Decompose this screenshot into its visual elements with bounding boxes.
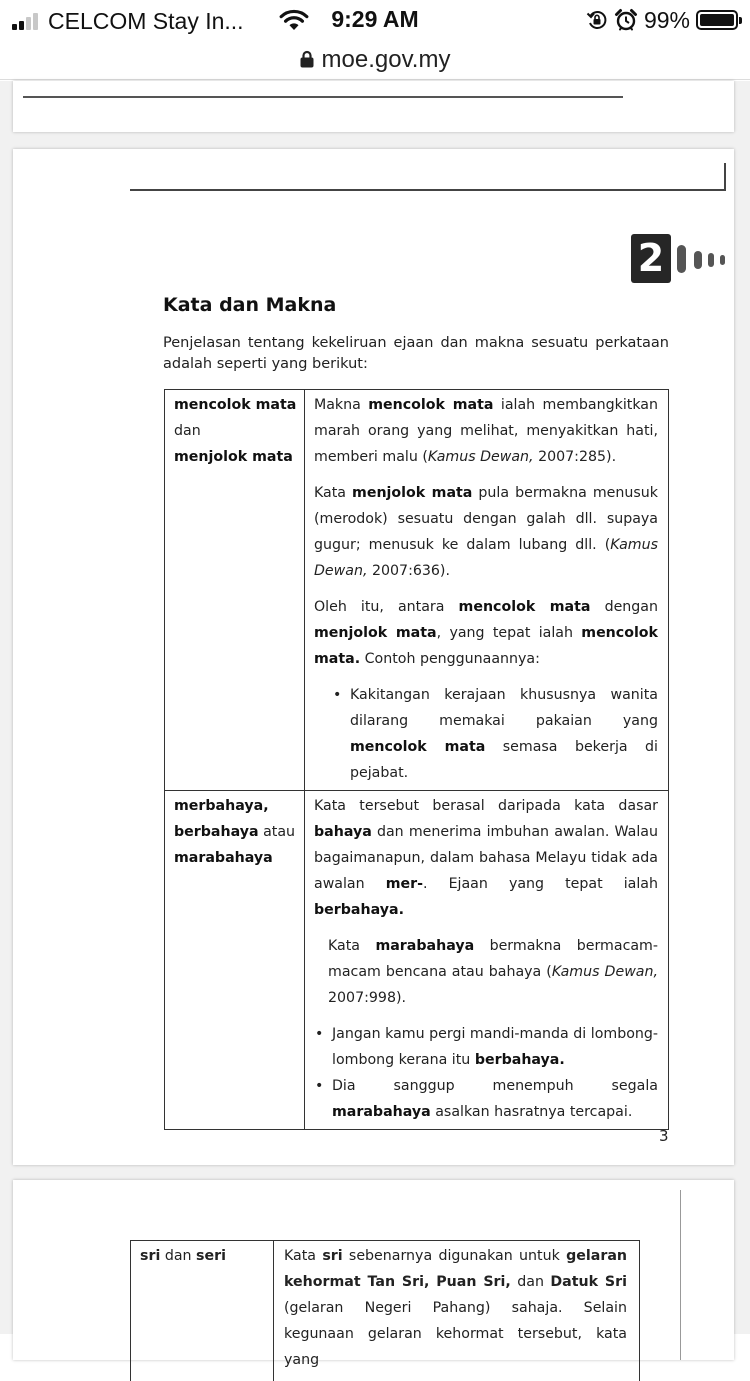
page-header-rule-end — [724, 163, 726, 191]
battery-fill — [700, 14, 734, 26]
lock-icon — [300, 50, 314, 68]
battery-icon — [696, 10, 738, 30]
document-viewer[interactable] — [0, 81, 750, 1368]
chapter-badge: 2 — [631, 234, 671, 283]
document-page-current — [13, 149, 734, 1165]
definition-paragraph: Oleh itu, antara mencolok mata dengan menjolok mata, yang tepat ialah mencolok mata. Contoh penggunaannya: — [314, 599, 658, 667]
example-item: • Dia sanggup menempuh segala marabahaya asalkan hasratnya tercapai. — [332, 1073, 658, 1125]
table-row — [165, 390, 669, 791]
term-joiner: dan — [160, 1248, 197, 1264]
table-row — [131, 1241, 640, 1381]
definition-cell — [305, 791, 669, 1130]
example-list — [314, 682, 658, 786]
status-time: 9:29 AM — [331, 6, 419, 32]
term-table — [164, 389, 669, 1130]
chapter-dot — [694, 251, 702, 269]
term-word: seri — [196, 1248, 226, 1264]
example-item: • Jangan kamu pergi mandi-manda di lombong-lombong kerana itu berbahaya. — [332, 1021, 658, 1073]
term-cell — [165, 791, 305, 1130]
term-word: mencolok mata — [174, 397, 297, 413]
section-title: Kata dan Makna — [163, 294, 337, 316]
status-bar — [0, 0, 750, 40]
intro-paragraph: Penjelasan tentang kekeliruan ejaan dan makna sesuatu perkataan adalah seperti yang berikut: — [163, 335, 669, 372]
definition-cell: Kata sri sebenarnya digunakan untuk gelaran kehormat Tan Sri, Puan Sri, dan Datuk Sri (gelaran Negeri Pahang) sahaja. Selain kegunaan gelaran kehormat tersebut, kata yang — [274, 1241, 640, 1381]
term-word: menjolok mata — [174, 449, 293, 465]
term-word: berbahaya — [174, 824, 259, 840]
page-number: 3 — [659, 1127, 669, 1145]
term-word: sri — [140, 1248, 161, 1264]
term-joiner: atau — [258, 824, 296, 840]
definition-cell — [305, 390, 669, 791]
definition-paragraph: Kata tersebut berasal daripada kata dasar bahaya dan menerima imbuhan awalan. Walau bagaimanapun, dalam bahasa Melayu tidak ada awalan mer-. Ejaan yang tepat ialah berbahaya. — [314, 798, 658, 918]
status-right — [586, 7, 738, 33]
term-joiner: dan — [174, 423, 201, 439]
orientation-lock-icon — [586, 9, 608, 31]
document-page-previous — [13, 81, 734, 132]
page-rule — [23, 96, 623, 98]
table-row — [165, 791, 669, 1130]
url-text: moe.gov.my — [321, 45, 451, 73]
term-word: merbahaya, — [174, 798, 269, 814]
example-item: • Kakitangan kerajaan khususnya wanita dilarang memakai pakaian yang mencolok mata semasa bekerja di pejabat. — [350, 682, 658, 786]
page-edge-line — [680, 1190, 681, 1360]
example-list — [314, 1021, 658, 1125]
url-bar[interactable] — [0, 40, 750, 80]
chapter-dot — [708, 253, 714, 267]
document-page-next — [13, 1180, 734, 1368]
carrier-name: CELCOM Stay In... — [48, 7, 244, 34]
page-header-rule — [130, 189, 726, 191]
term-cell — [165, 390, 305, 791]
term-table — [130, 1240, 640, 1381]
definition-paragraph: Kata marabahaya bermakna bermacam-macam bencana atau bahaya (Kamus Dewan, 2007:998). — [328, 938, 658, 1006]
term-word: marabahaya — [174, 850, 273, 866]
definition-paragraph: Kata menjolok mata pula bermakna menusuk (merodok) sesuatu dengan galah dll. supaya gugur; menusuk ke dalam lubang dll. (Kamus Dewan, 2007:636). — [314, 485, 658, 579]
term-cell — [131, 1241, 274, 1381]
chapter-dot — [720, 255, 725, 265]
chapter-dot — [677, 245, 686, 273]
battery-percent: 99% — [643, 6, 690, 33]
definition-paragraph: Makna mencolok mata ialah membangkitkan marah orang yang melihat, menyakitkan hati, memberi malu (Kamus Dewan, 2007:285). — [314, 397, 658, 465]
alarm-icon — [614, 8, 638, 32]
